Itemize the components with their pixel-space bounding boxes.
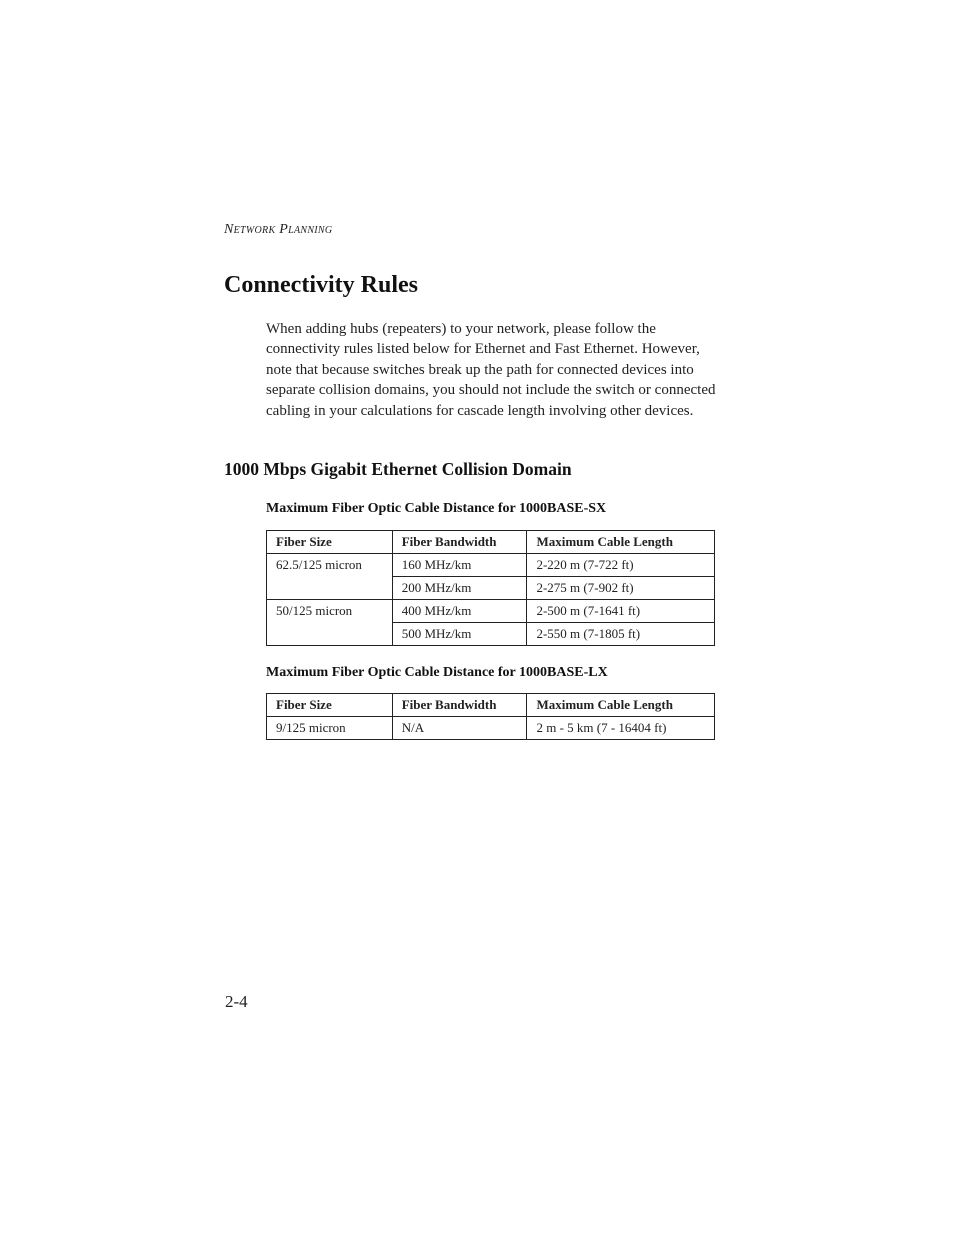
- fiber-bandwidth-cell: 500 MHz/km: [392, 623, 527, 646]
- max-cable-length-cell: 2 m - 5 km (7 - 16404 ft): [527, 717, 715, 740]
- page-title: Connectivity Rules: [224, 272, 418, 298]
- fiber-size-cell: 9/125 micron: [267, 717, 393, 740]
- max-cable-length-cell: 2-275 m (7-902 ft): [527, 577, 715, 600]
- fiber-bandwidth-cell: 400 MHz/km: [392, 600, 527, 623]
- column-header-max-cable-length: Maximum Cable Length: [527, 531, 715, 554]
- table-row: [267, 600, 715, 623]
- fiber-distance-table-lx: [266, 693, 715, 740]
- column-header-fiber-size: Fiber Size: [267, 694, 393, 717]
- table-row: [267, 717, 715, 740]
- column-header-max-cable-length: Maximum Cable Length: [527, 694, 715, 717]
- section-heading: 1000 Mbps Gigabit Ethernet Collision Domain: [224, 459, 572, 479]
- max-cable-length-cell: 2-550 m (7-1805 ft): [527, 623, 715, 646]
- table-caption-1000base-lx: Maximum Fiber Optic Cable Distance for 1000BASE-LX: [266, 665, 608, 680]
- running-header: Network Planning: [224, 222, 333, 237]
- table-row: [267, 554, 715, 577]
- table-caption-1000base-sx: Maximum Fiber Optic Cable Distance for 1000BASE-SX: [266, 501, 607, 516]
- max-cable-length-cell: 2-220 m (7-722 ft): [527, 554, 715, 577]
- intro-paragraph: When adding hubs (repeaters) to your network, please follow the connectivity rules listed below for Ethernet and Fast Ethernet. However, note that because switches break up the path for connected devices into separate collision domains, you should not include the switch or connected cabling in your calculations for cascade length involving other devices.: [266, 321, 716, 419]
- table-header-row: [267, 694, 715, 717]
- max-cable-length-cell: 2-500 m (7-1641 ft): [527, 600, 715, 623]
- fiber-bandwidth-cell: N/A: [392, 717, 527, 740]
- column-header-fiber-bandwidth: Fiber Bandwidth: [392, 694, 527, 717]
- fiber-size-cell: 50/125 micron: [267, 600, 393, 646]
- column-header-fiber-size: Fiber Size: [267, 531, 393, 554]
- fiber-distance-table-sx: [266, 530, 715, 646]
- table-header-row: [267, 531, 715, 554]
- column-header-fiber-bandwidth: Fiber Bandwidth: [392, 531, 527, 554]
- fiber-bandwidth-cell: 200 MHz/km: [392, 577, 527, 600]
- fiber-bandwidth-cell: 160 MHz/km: [392, 554, 527, 577]
- fiber-size-cell: 62.5/125 micron: [267, 554, 393, 600]
- page-number: 2-4: [225, 992, 248, 1011]
